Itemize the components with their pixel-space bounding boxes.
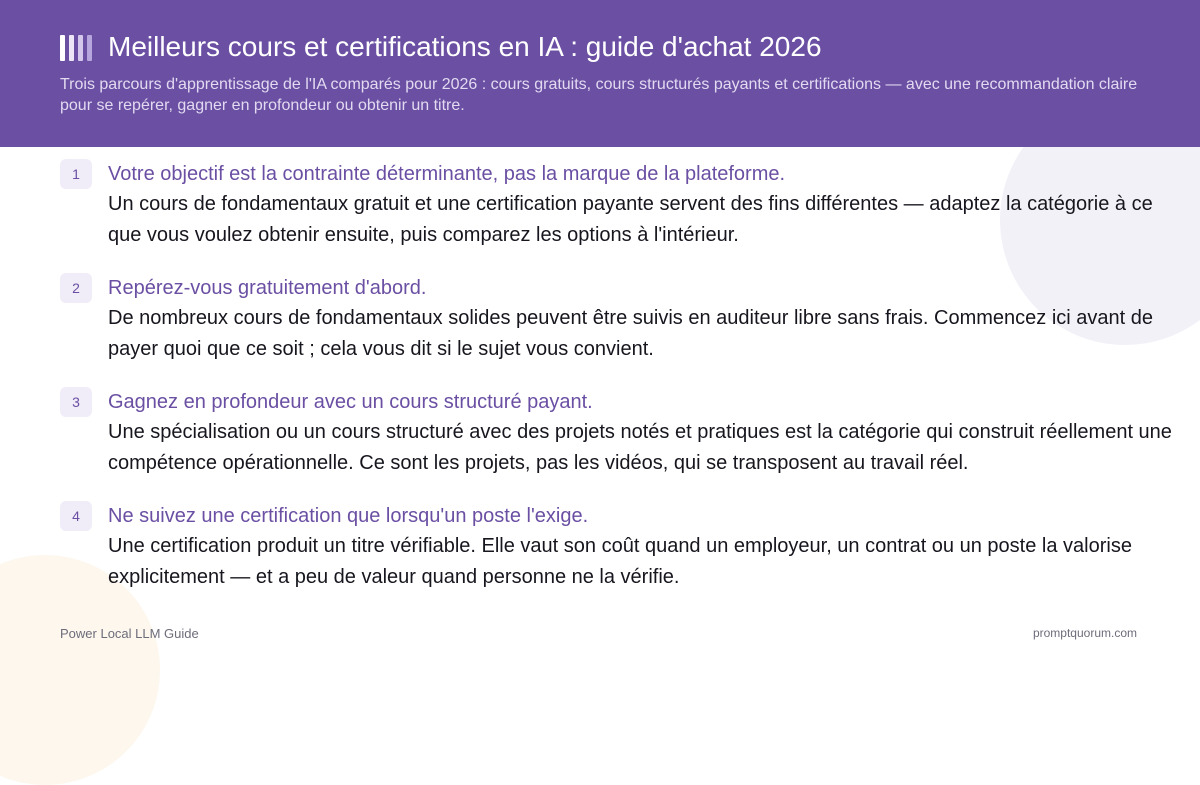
recommendation-list: [0, 159, 1200, 615]
bars-icon: [60, 35, 94, 61]
item-title: Votre objectif est la contrainte déterminante, pas la marque de la plateforme.: [108, 163, 786, 185]
list-item: [0, 501, 1200, 593]
footer-guide-name: Power Local LLM Guide: [60, 626, 199, 641]
item-title: Repérez-vous gratuitement d'abord.: [108, 277, 427, 299]
header-banner: [0, 0, 1200, 147]
item-number-badge: 1: [60, 159, 92, 189]
footer-site-link[interactable]: promptquorum.com: [1032, 626, 1137, 640]
item-title: Gagnez en profondeur avec un cours structuré payant.: [108, 391, 593, 413]
item-number-badge: 3: [60, 387, 92, 417]
item-body: Une spécialisation ou un cours structuré avec des projets notés et pratiques est la catégorie qui construit réellement une compétence opérationnelle. Ce sont les projets, pas les vidéos, qui se transposent au travail réel.: [108, 421, 1172, 474]
item-body: Une certification produit un titre vérifiable. Elle vaut son coût quand un employeur, un contrat ou un poste la valorise explicitement — et a peu de valeur quand personne ne la vérifie.: [108, 535, 1132, 588]
item-title: Ne suivez une certification que lorsqu'un poste l'exige.: [108, 505, 589, 527]
page-title: Meilleurs cours et certifications en IA : guide d'achat 2026: [108, 31, 822, 62]
item-body: De nombreux cours de fondamentaux solides peuvent être suivis en auditeur libre sans frais. Commencez ici avant de payer quoi que ce soit ; cela vous dit si le sujet vous convient.: [108, 307, 1153, 360]
list-item: [0, 159, 1200, 251]
item-number-badge: 2: [60, 273, 92, 303]
item-body: Un cours de fondamentaux gratuit et une certification payante servent des fins différentes — adaptez la catégorie à ce que vous voulez obtenir ensuite, puis comparez les options à l'intérieur.: [108, 193, 1153, 246]
list-item: [0, 273, 1200, 365]
page-subtitle: Trois parcours d'apprentissage de l'IA comparés pour 2026 : cours gratuits, cours structurés payants et certifications — avec une recommandation claire pour se repérer, gagner en profondeur ou obtenir un titre.: [60, 76, 1138, 114]
item-number-badge: 4: [60, 501, 92, 531]
list-item: [0, 387, 1200, 479]
